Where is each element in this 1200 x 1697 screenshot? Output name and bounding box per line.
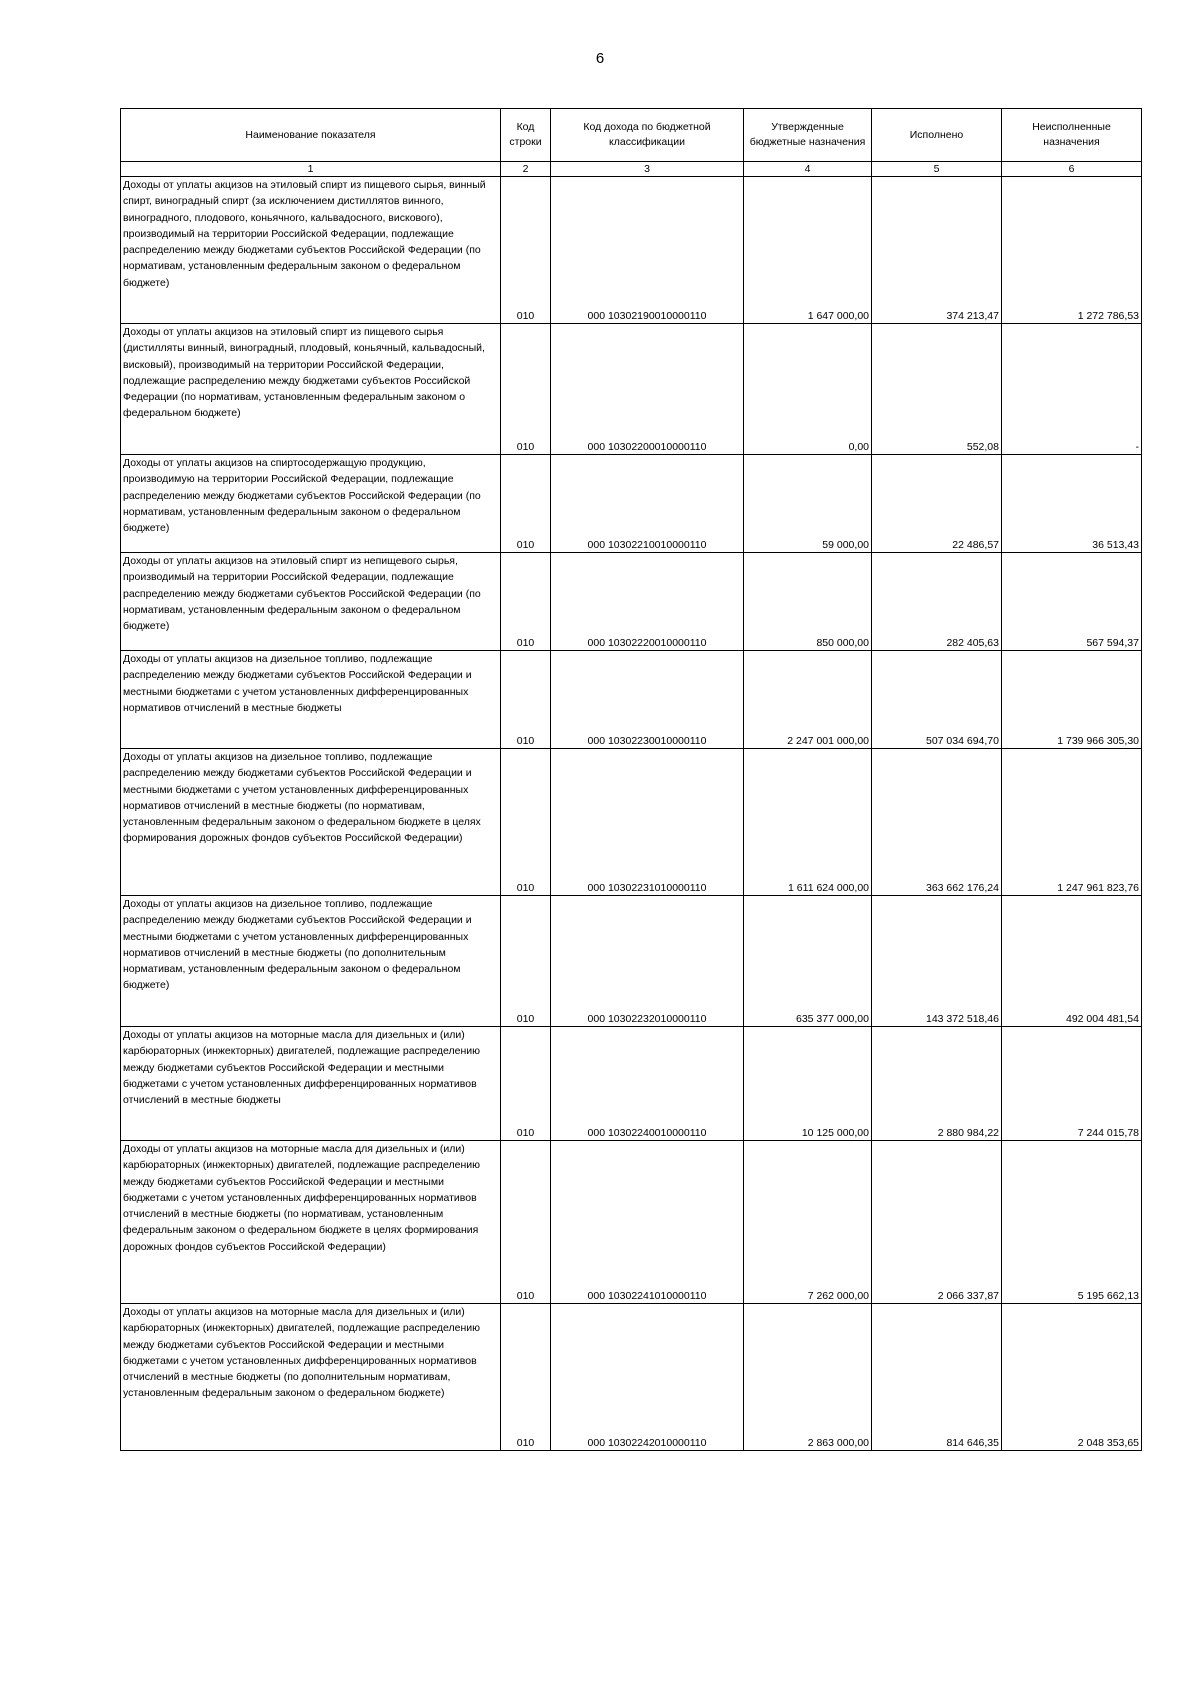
- header-executed: Исполнено: [872, 109, 1002, 162]
- executed-amount: 363 662 176,24: [872, 749, 1002, 896]
- executed-amount: 814 646,35: [872, 1304, 1002, 1451]
- approved-amount: 1 647 000,00: [744, 177, 872, 324]
- line-code: 010: [501, 1141, 551, 1304]
- table-row: [121, 455, 1142, 553]
- unexecuted-amount: 7 244 015,78: [1002, 1027, 1142, 1141]
- approved-amount: 59 000,00: [744, 455, 872, 553]
- approved-amount: 1 611 624 000,00: [744, 749, 872, 896]
- unexecuted-amount: -: [1002, 324, 1142, 455]
- table-row: [121, 651, 1142, 749]
- approved-amount: 0,00: [744, 324, 872, 455]
- unexecuted-amount: 1 247 961 823,76: [1002, 749, 1142, 896]
- indicator-name: Доходы от уплаты акцизов на дизельное топливо, подлежащие распределению между бюджетами субъектов Российской Федерации и местными бюджетами с учетом установленных дифференцированных нормативов отчислений в местные бюджеты (по нормативам, установленным федеральным законом о федеральном бюджете в целях формирования дорожных фондов субъектов Российской Федерации): [121, 749, 501, 896]
- unexecuted-amount: 492 004 481,54: [1002, 896, 1142, 1027]
- line-code: 010: [501, 896, 551, 1027]
- line-code: 010: [501, 177, 551, 324]
- income-code: 000 10302220010000110: [551, 553, 744, 651]
- indicator-name: Доходы от уплаты акцизов на моторные масла для дизельных и (или) карбюраторных (инжекторных) двигателей, подлежащие распределению между бюджетами субъектов Российской Федерации и местными бюджетами с учетом установленных дифференцированных нормативов отчислений в местные бюджеты (по нормативам, установленным федеральным законом о федеральном бюджете в целях формирования дорожных фондов субъектов Российской Федерации): [121, 1141, 501, 1304]
- budget-report-table: [120, 108, 1142, 1451]
- table-row: [121, 553, 1142, 651]
- income-code: 000 10302190010000110: [551, 177, 744, 324]
- executed-amount: 22 486,57: [872, 455, 1002, 553]
- approved-amount: 7 262 000,00: [744, 1141, 872, 1304]
- indicator-name: Доходы от уплаты акцизов на этиловый спирт из непищевого сырья, производимый на территории Российской Федерации, подлежащие распределению между бюджетами субъектов Российской Федерации (по нормативам, установленным федеральным законом о федеральном бюджете): [121, 553, 501, 651]
- header-indicator-name: Наименование показателя: [121, 109, 501, 162]
- column-number: 6: [1002, 162, 1142, 177]
- executed-amount: 2 066 337,87: [872, 1141, 1002, 1304]
- unexecuted-amount: 567 594,37: [1002, 553, 1142, 651]
- unexecuted-amount: 5 195 662,13: [1002, 1141, 1142, 1304]
- unexecuted-amount: 1 739 966 305,30: [1002, 651, 1142, 749]
- approved-amount: 2 247 001 000,00: [744, 651, 872, 749]
- line-code: 010: [501, 1304, 551, 1451]
- header-unexecuted: Неисполненные назначения: [1002, 109, 1142, 162]
- table-row: [121, 749, 1142, 896]
- income-code: 000 10302240010000110: [551, 1027, 744, 1141]
- executed-amount: 143 372 518,46: [872, 896, 1002, 1027]
- indicator-name: Доходы от уплаты акцизов на этиловый спирт из пищевого сырья, винный спирт, виноградный спирт (за исключением дистиллятов винного, виноградного, плодового, коньячного, кальвадосного, вискового), производимый на территории Российской Федерации, подлежащие распределению между бюджетами субъектов Российской Федерации (по нормативам, установленным федеральным законом о федеральном бюджете): [121, 177, 501, 324]
- indicator-name: Доходы от уплаты акцизов на спиртосодержащую продукцию, производимую на территории Российской Федерации, подлежащие распределению между бюджетами субъектов Российской Федерации (по нормативам, установленным федеральным законом о федеральном бюджете): [121, 455, 501, 553]
- table-row: [121, 1027, 1142, 1141]
- line-code: 010: [501, 651, 551, 749]
- income-code: 000 10302210010000110: [551, 455, 744, 553]
- unexecuted-amount: 2 048 353,65: [1002, 1304, 1142, 1451]
- approved-amount: 10 125 000,00: [744, 1027, 872, 1141]
- executed-amount: 2 880 984,22: [872, 1027, 1002, 1141]
- executed-amount: 282 405,63: [872, 553, 1002, 651]
- line-code: 010: [501, 749, 551, 896]
- header-approved: Утвержденные бюджетные назначения: [744, 109, 872, 162]
- approved-amount: 2 863 000,00: [744, 1304, 872, 1451]
- approved-amount: 635 377 000,00: [744, 896, 872, 1027]
- approved-amount: 850 000,00: [744, 553, 872, 651]
- table-row: [121, 1141, 1142, 1304]
- column-number: 1: [121, 162, 501, 177]
- indicator-name: Доходы от уплаты акцизов на моторные масла для дизельных и (или) карбюраторных (инжекторных) двигателей, подлежащие распределению между бюджетами субъектов Российской Федерации и местными бюджетами с учетом установленных дифференцированных нормативов отчислений в местные бюджеты (по дополнительным нормативам, установленным федеральным законом о федеральном бюджете): [121, 1304, 501, 1451]
- table-row: [121, 324, 1142, 455]
- column-number: 2: [501, 162, 551, 177]
- indicator-name: Доходы от уплаты акцизов на дизельное топливо, подлежащие распределению между бюджетами субъектов Российской Федерации и местными бюджетами с учетом установленных дифференцированных нормативов отчислений в местные бюджеты (по дополнительным нормативам, установленным федеральным законом о федеральном бюджете): [121, 896, 501, 1027]
- column-number-row: [121, 162, 1142, 177]
- indicator-name: Доходы от уплаты акцизов на дизельное топливо, подлежащие распределению между бюджетами субъектов Российской Федерации и местными бюджетами с учетом установленных дифференцированных нормативов отчислений в местные бюджеты: [121, 651, 501, 749]
- page-number: 6: [595, 50, 605, 67]
- executed-amount: 507 034 694,70: [872, 651, 1002, 749]
- line-code: 010: [501, 553, 551, 651]
- column-number: 5: [872, 162, 1002, 177]
- line-code: 010: [501, 455, 551, 553]
- column-number: 3: [551, 162, 744, 177]
- table-row: [121, 896, 1142, 1027]
- income-code: 000 10302230010000110: [551, 651, 744, 749]
- executed-amount: 374 213,47: [872, 177, 1002, 324]
- unexecuted-amount: 1 272 786,53: [1002, 177, 1142, 324]
- unexecuted-amount: 36 513,43: [1002, 455, 1142, 553]
- header-income-code: Код дохода по бюджетной классификации: [551, 109, 744, 162]
- income-code: 000 10302231010000110: [551, 749, 744, 896]
- executed-amount: 552,08: [872, 324, 1002, 455]
- line-code: 010: [501, 1027, 551, 1141]
- header-row: [121, 109, 1142, 162]
- income-code: 000 10302232010000110: [551, 896, 744, 1027]
- line-code: 010: [501, 324, 551, 455]
- income-code: 000 10302241010000110: [551, 1141, 744, 1304]
- column-number: 4: [744, 162, 872, 177]
- income-code: 000 10302200010000110: [551, 324, 744, 455]
- indicator-name: Доходы от уплаты акцизов на моторные масла для дизельных и (или) карбюраторных (инжекторных) двигателей, подлежащие распределению между бюджетами субъектов Российской Федерации и местными бюджетами с учетом установленных дифференцированных нормативов отчислений в местные бюджеты: [121, 1027, 501, 1141]
- table-row: [121, 177, 1142, 324]
- header-line-code: Код строки: [501, 109, 551, 162]
- indicator-name: Доходы от уплаты акцизов на этиловый спирт из пищевого сырья (дистилляты винный, виноградный, плодовый, коньячный, кальвадосный, висковый), производимый на территории Российской Федерации, подлежащие распределению между бюджетами субъектов Российской Федерации (по нормативам, установленным федеральным законом о федеральном бюджете): [121, 324, 501, 455]
- income-code: 000 10302242010000110: [551, 1304, 744, 1451]
- table-row: [121, 1304, 1142, 1451]
